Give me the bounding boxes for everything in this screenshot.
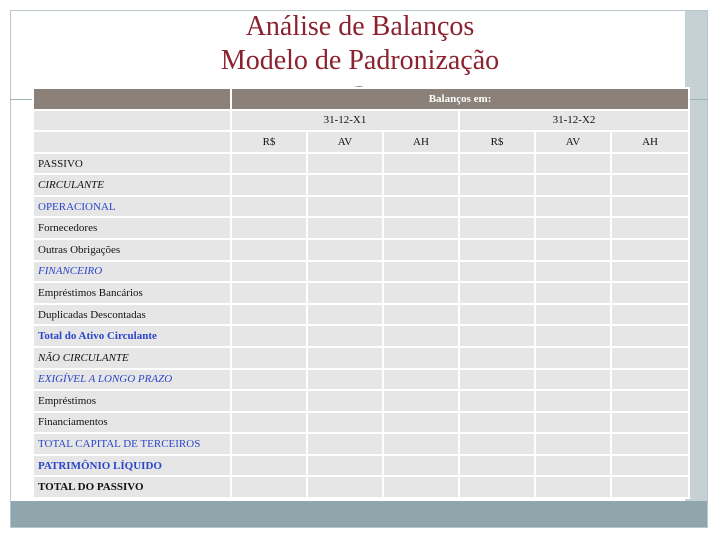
- value-cell: [307, 153, 383, 175]
- value-cell: [383, 433, 459, 455]
- row-label: EXIGÍVEL A LONGO PRAZO: [33, 369, 231, 391]
- value-cell: [383, 217, 459, 239]
- value-cell: [611, 369, 689, 391]
- value-cell: [307, 304, 383, 326]
- row-label: CIRCULANTE: [33, 174, 231, 196]
- value-cell: [307, 196, 383, 218]
- value-cell: [307, 261, 383, 283]
- table-row: [33, 174, 689, 196]
- value-cell: [535, 304, 611, 326]
- value-cell: [611, 261, 689, 283]
- value-cell: [383, 239, 459, 261]
- value-cell: [231, 455, 307, 477]
- value-cell: [535, 433, 611, 455]
- value-cell: [459, 304, 535, 326]
- row-label: Empréstimos: [33, 390, 231, 412]
- row-label: PATRIMÔNIO LÍQUIDO: [33, 455, 231, 477]
- title-line-1: Análise de Balanços: [245, 11, 475, 42]
- col-header-ah-2: AH: [611, 131, 689, 153]
- value-cell: [383, 455, 459, 477]
- value-cell: [611, 412, 689, 434]
- table-row: [33, 196, 689, 218]
- value-cell: [535, 261, 611, 283]
- value-cell: [611, 347, 689, 369]
- value-cell: [307, 239, 383, 261]
- value-cell: [535, 476, 611, 498]
- header-columns-spacer: [33, 131, 231, 153]
- header-period-2: 31-12-X2: [459, 110, 689, 132]
- table-row: [33, 304, 689, 326]
- value-cell: [231, 476, 307, 498]
- value-cell: [307, 455, 383, 477]
- value-cell: [459, 153, 535, 175]
- value-cell: [535, 153, 611, 175]
- table-row: [33, 153, 689, 175]
- row-label: PASSIVO: [33, 153, 231, 175]
- table-row: [33, 455, 689, 477]
- col-header-ah-1: AH: [383, 131, 459, 153]
- value-cell: [459, 196, 535, 218]
- title-line-2: Modelo de Padronização: [220, 45, 500, 76]
- value-cell: [231, 282, 307, 304]
- value-cell: [383, 390, 459, 412]
- col-header-av-2: AV: [535, 131, 611, 153]
- value-cell: [307, 325, 383, 347]
- value-cell: [231, 369, 307, 391]
- col-header-av-1: AV: [307, 131, 383, 153]
- value-cell: [307, 390, 383, 412]
- value-cell: [459, 476, 535, 498]
- value-cell: [535, 282, 611, 304]
- table-row: [33, 217, 689, 239]
- value-cell: [611, 239, 689, 261]
- table-row: [33, 369, 689, 391]
- value-cell: [307, 433, 383, 455]
- header-band-spacer: [33, 88, 231, 110]
- value-cell: [459, 261, 535, 283]
- value-cell: [611, 153, 689, 175]
- value-cell: [535, 325, 611, 347]
- header-columns-row: [33, 131, 689, 153]
- table-row: [33, 347, 689, 369]
- balance-table: [32, 87, 690, 499]
- table-row: [33, 412, 689, 434]
- value-cell: [307, 282, 383, 304]
- value-cell: [307, 369, 383, 391]
- value-cell: [459, 325, 535, 347]
- value-cell: [383, 412, 459, 434]
- value-cell: [307, 476, 383, 498]
- value-cell: [307, 174, 383, 196]
- row-label: TOTAL CAPITAL DE TERCEIROS: [33, 433, 231, 455]
- value-cell: [307, 217, 383, 239]
- header-period-spacer: [33, 110, 231, 132]
- value-cell: [383, 369, 459, 391]
- table-body: [33, 153, 689, 498]
- col-header-rs-1: R$: [231, 131, 307, 153]
- header-band-label: Balanços em:: [231, 88, 689, 110]
- value-cell: [383, 282, 459, 304]
- row-label: Total do Ativo Circulante: [33, 325, 231, 347]
- bottom-decoration: [11, 501, 707, 527]
- table-row: [33, 390, 689, 412]
- value-cell: [231, 153, 307, 175]
- value-cell: [383, 476, 459, 498]
- col-header-rs-2: R$: [459, 131, 535, 153]
- value-cell: [535, 390, 611, 412]
- row-label: FINANCEIRO: [33, 261, 231, 283]
- table-row: [33, 476, 689, 498]
- value-cell: [383, 174, 459, 196]
- slide-title: [0, 10, 720, 78]
- value-cell: [611, 282, 689, 304]
- value-cell: [383, 261, 459, 283]
- value-cell: [231, 196, 307, 218]
- value-cell: [611, 455, 689, 477]
- value-cell: [611, 433, 689, 455]
- value-cell: [383, 347, 459, 369]
- value-cell: [535, 174, 611, 196]
- value-cell: [459, 347, 535, 369]
- value-cell: [535, 347, 611, 369]
- table-row: [33, 239, 689, 261]
- row-label: NÃO CIRCULANTE: [33, 347, 231, 369]
- header-period-1: 31-12-X1: [231, 110, 459, 132]
- value-cell: [459, 455, 535, 477]
- value-cell: [535, 239, 611, 261]
- value-cell: [459, 412, 535, 434]
- row-label: TOTAL DO PASSIVO: [33, 476, 231, 498]
- value-cell: [459, 282, 535, 304]
- header-band-row: [33, 88, 689, 110]
- value-cell: [383, 325, 459, 347]
- row-label: Empréstimos Bancários: [33, 282, 231, 304]
- value-cell: [459, 239, 535, 261]
- value-cell: [231, 347, 307, 369]
- value-cell: [459, 390, 535, 412]
- value-cell: [611, 196, 689, 218]
- value-cell: [459, 174, 535, 196]
- header-period-row: [33, 110, 689, 132]
- table-row: [33, 433, 689, 455]
- value-cell: [459, 217, 535, 239]
- value-cell: [231, 217, 307, 239]
- value-cell: [611, 325, 689, 347]
- value-cell: [611, 476, 689, 498]
- value-cell: [611, 217, 689, 239]
- value-cell: [231, 390, 307, 412]
- value-cell: [535, 217, 611, 239]
- value-cell: [611, 304, 689, 326]
- row-label: Financiamentos: [33, 412, 231, 434]
- value-cell: [383, 196, 459, 218]
- value-cell: [231, 304, 307, 326]
- value-cell: [307, 412, 383, 434]
- value-cell: [231, 412, 307, 434]
- value-cell: [535, 196, 611, 218]
- value-cell: [231, 261, 307, 283]
- value-cell: [459, 369, 535, 391]
- value-cell: [383, 304, 459, 326]
- value-cell: [231, 239, 307, 261]
- row-label: OPERACIONAL: [33, 196, 231, 218]
- value-cell: [307, 347, 383, 369]
- value-cell: [535, 455, 611, 477]
- table-row: [33, 282, 689, 304]
- value-cell: [611, 174, 689, 196]
- value-cell: [231, 325, 307, 347]
- row-label: Outras Obrigações: [33, 239, 231, 261]
- value-cell: [383, 153, 459, 175]
- value-cell: [231, 433, 307, 455]
- value-cell: [535, 412, 611, 434]
- value-cell: [611, 390, 689, 412]
- row-label: Fornecedores: [33, 217, 231, 239]
- value-cell: [535, 369, 611, 391]
- table-row: [33, 261, 689, 283]
- row-label: Duplicadas Descontadas: [33, 304, 231, 326]
- value-cell: [459, 433, 535, 455]
- value-cell: [231, 174, 307, 196]
- table-row: [33, 325, 689, 347]
